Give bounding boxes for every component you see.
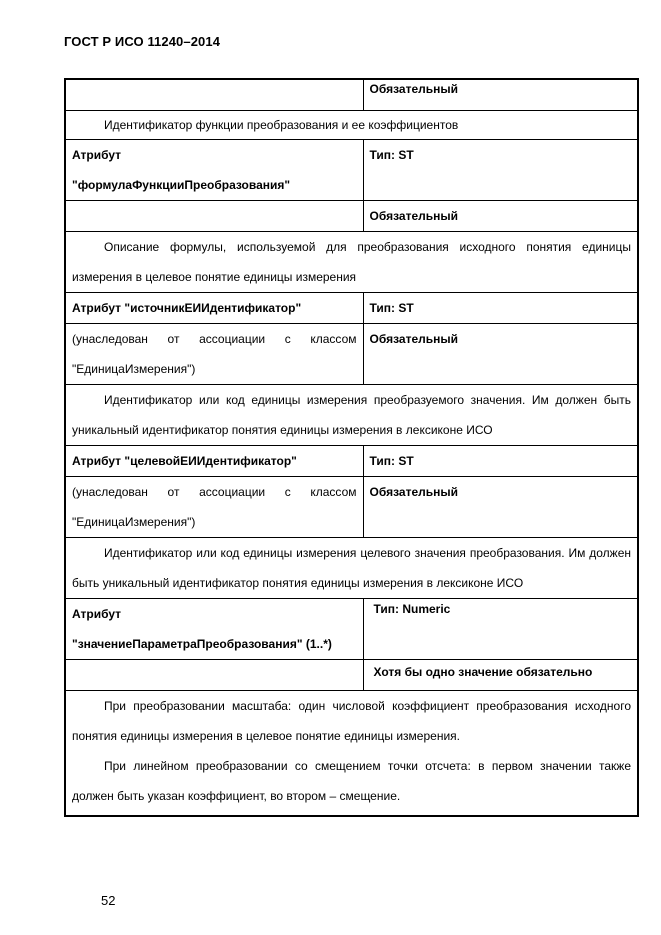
attribute-name-cell: Атрибут "источникЕИИдентификатор" <box>65 293 363 324</box>
description-text: Идентификатор функции преобразования и ее коэффициентов <box>104 118 459 132</box>
attribute-table <box>64 78 639 817</box>
description-text: При преобразовании масштаба: один числовой коэффициент преобразования исходного понятия единицы измерения в целевое понятие единицы измерения. <box>72 699 631 743</box>
description-cell <box>65 691 638 817</box>
attribute-name: "формулаФункцииПреобразования" <box>72 178 291 192</box>
inheritance-cell: (унаследован от ассоциации с классом "ЕдиницаИзмерения") <box>65 477 363 538</box>
inheritance-cell: (унаследован от ассоциации с классом "ЕдиницаИзмерения") <box>65 324 363 385</box>
requirement-cell: Обязательный <box>363 79 638 111</box>
attribute-name-cell <box>65 140 363 201</box>
attribute-type-cell: Тип: ST <box>363 293 638 324</box>
table-row <box>65 140 638 201</box>
attribute-label: Атрибут <box>72 607 122 621</box>
empty-cell <box>65 79 363 111</box>
attribute-type-cell: Тип: ST <box>363 446 638 477</box>
table-row <box>65 599 638 660</box>
document-header: ГОСТ Р ИСО 11240–2014 <box>64 34 221 49</box>
page-number: 52 <box>101 893 116 908</box>
table-row <box>65 293 638 324</box>
table-row <box>65 660 638 691</box>
attribute-name: "значениеПараметраПреобразования" (1..*) <box>72 637 332 651</box>
description-text: Описание формулы, используемой для преобразования исходного понятия единицы измерения в целевое понятие единицы измерения <box>72 240 631 284</box>
description-cell <box>65 385 638 446</box>
description-cell <box>65 111 638 140</box>
table-row <box>65 111 638 140</box>
attribute-label: Атрибут <box>72 148 122 162</box>
requirement-cell: Обязательный <box>363 201 638 232</box>
description-text: При линейном преобразовании со смещением точки отсчета: в первом значении также должен быть указан коэффициент, во втором – смещение. <box>72 759 631 803</box>
empty-cell <box>65 660 363 691</box>
requirement-cell: Хотя бы одно значение обязательно <box>363 660 638 691</box>
table-row <box>65 538 638 599</box>
table-row <box>65 201 638 232</box>
table-row <box>65 477 638 538</box>
attribute-name-cell: Атрибут "целевойЕИИдентификатор" <box>65 446 363 477</box>
requirement-cell: Обязательный <box>363 477 638 538</box>
description-text: Идентификатор или код единицы измерения преобразуемого значения. Им должен быть уникальный идентификатор понятия единицы измерения в лексиконе ИСО <box>72 393 631 437</box>
table-row <box>65 232 638 293</box>
table-row <box>65 691 638 817</box>
table-row <box>65 385 638 446</box>
description-text: Идентификатор или код единицы измерения целевого значения преобразования. Им должен быть уникальный идентификатор понятия единицы измерения в лексиконе ИСО <box>72 546 631 590</box>
attribute-type-cell: Тип: ST <box>363 140 638 201</box>
description-cell <box>65 538 638 599</box>
requirement-cell: Обязательный <box>363 324 638 385</box>
attribute-type-cell: Тип: Numeric <box>363 599 638 660</box>
table-row <box>65 79 638 111</box>
table-row <box>65 446 638 477</box>
empty-cell <box>65 201 363 232</box>
description-cell <box>65 232 638 293</box>
table-row <box>65 324 638 385</box>
attribute-name-cell <box>65 599 363 660</box>
